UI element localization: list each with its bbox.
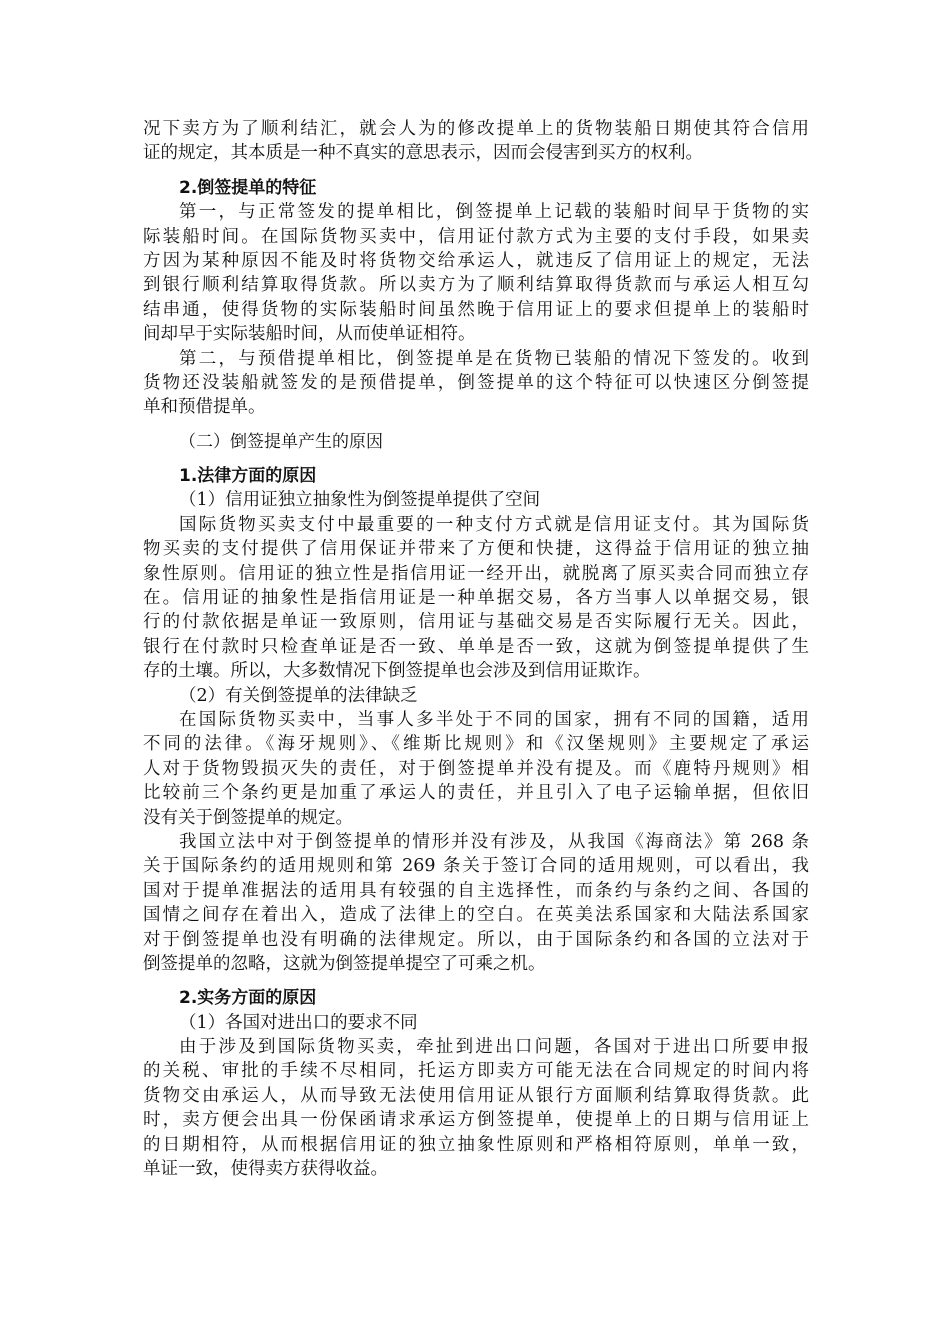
body-text-line: 国际货物买卖支付中最重要的一种支付方式就是信用证支付。其为国际货: [179, 514, 809, 535]
body-text-line: 证的规定，其本质是一种不真实的意思表示，因而会侵害到买方的权利。: [143, 143, 703, 164]
body-text-line: 倒签提单的忽略，这就为倒签提单提空了可乘之机。: [143, 953, 546, 974]
body-text-line: 方因为某种原因不能及时将货物交给承运人，就违反了信用证上的规定，无法: [143, 250, 809, 271]
body-text-line: 国情之间存在着出入，造成了法律上的空白。在英美法系国家和大陆法系国家: [143, 905, 809, 926]
subsection-heading: 2.倒签提单的特征: [179, 177, 317, 198]
section-heading: （二）倒签提单产生的原因: [179, 431, 383, 452]
body-text-line: 到银行顺利结算取得货款。所以卖方为了顺利结算取得货款而与承运人相互勾: [143, 275, 809, 296]
body-text-line: 没有关于倒签提单的规定。: [143, 807, 353, 828]
body-text-line: 行的付款依据是单证一致原则，信用证与基础交易是否实际履行无关。因此，: [143, 612, 809, 633]
sub-heading: （2）有关倒签提单的法律缺乏: [179, 685, 418, 706]
body-text-line: 比较前三个条约更是加重了承运人的责任，并且引入了电子运输单据，但依旧: [143, 783, 809, 804]
body-text-line: 关于国际条约的适用规则和第 269 条关于签订合同的适用规则，可以看出，我: [143, 856, 809, 877]
subsection-heading: 1.法律方面的原因: [179, 466, 317, 487]
sub-heading: （1）各国对进出口的要求不同: [179, 1012, 418, 1033]
body-text-line: 在。信用证的抽象性是指信用证是一种单据交易，各方当事人以单据交易，银: [143, 588, 809, 609]
body-text-line: 象性原则。信用证的独立性是指信用证一经开出，就脱离了原买卖合同而独立存: [143, 563, 809, 584]
body-text-line: 在国际货物买卖中，当事人多半处于不同的国家，拥有不同的国籍，适用: [179, 709, 809, 730]
body-text-line: 的关税、审批的手续不尽相同，托运方即卖方可能无法在合同规定的时间内将: [143, 1061, 809, 1082]
body-text-line: 的日期相符，从而根据信用证的独立抽象性原则和严格相符原则，单单一致，: [143, 1134, 809, 1155]
sub-heading: （1）信用证独立抽象性为倒签提单提供了空间: [179, 490, 541, 511]
body-text-line: 况下卖方为了顺利结汇，就会人为的修改提单上的货物装船日期使其符合信用: [143, 119, 809, 139]
subsection-heading: 2.实务方面的原因: [179, 988, 317, 1009]
body-text-line: 第一，与正常签发的提单相比，倒签提单上记载的装船时间早于货物的实: [179, 202, 809, 223]
body-text-line: 对于倒签提单也没有明确的法律规定。所以，由于国际条约和各国的立法对于: [143, 929, 809, 950]
body-text-line: 不同的法律。《海牙规则》、《维斯比规则》和《汉堡规则》主要规定了承运: [143, 734, 809, 755]
body-text-line: 际装船时间。在国际货物买卖中，信用证付款方式为主要的支付手段，如果卖: [143, 226, 809, 247]
body-text-line: 第二，与预借提单相比，倒签提单是在货物已装船的情况下签发的。收到: [179, 348, 809, 369]
body-text-line: 我国立法中对于倒签提单的情形并没有涉及，从我国《海商法》第 268 条: [179, 831, 809, 852]
document-page: [143, 117, 809, 1181]
body-text-line: 国对于提单准据法的适用具有较强的自主选择性，而条约与条约之间、各国的: [143, 880, 809, 901]
body-text-line: 人对于货物毁损灭失的责任，对于倒签提单并没有提及。而《鹿特丹规则》相: [143, 758, 809, 779]
body-text-line: 间却早于实际装船时间，从而使单证相符。: [143, 324, 476, 345]
body-text-line: 结串通，使得货物的实际装船时间虽然晚于信用证上的要求但提单上的装船时: [143, 299, 809, 320]
body-text-line: 单证一致，使得卖方获得收益。: [143, 1159, 388, 1180]
body-text-line: 单和预借提单。: [143, 397, 266, 418]
body-text-line: 存的土壤。所以，大多数情况下倒签提单也会涉及到信用证欺诈。: [143, 661, 651, 682]
body-text-line: 由于涉及到国际货物买卖，牵扯到进出口问题，各国对于进出口所要申报: [179, 1037, 809, 1058]
body-text-line: 货物交由承运人，从而导致无法使用信用证从银行方面顺利结算取得货款。此: [143, 1085, 809, 1106]
body-text-line: 物买卖的支付提供了信用保证并带来了方便和快捷，这得益于信用证的独立抽: [143, 539, 809, 560]
body-text-line: 货物还没装船就签发的是预借提单，倒签提单的这个特征可以快速区分倒签提: [143, 372, 809, 393]
body-text-line: 银行在付款时只检查单证是否一致、单单是否一致，这就为倒签提单提供了生: [143, 636, 809, 657]
body-text-line: 时，卖方便会出具一份保函请求承运方倒签提单，使提单上的日期与信用证上: [143, 1110, 809, 1131]
